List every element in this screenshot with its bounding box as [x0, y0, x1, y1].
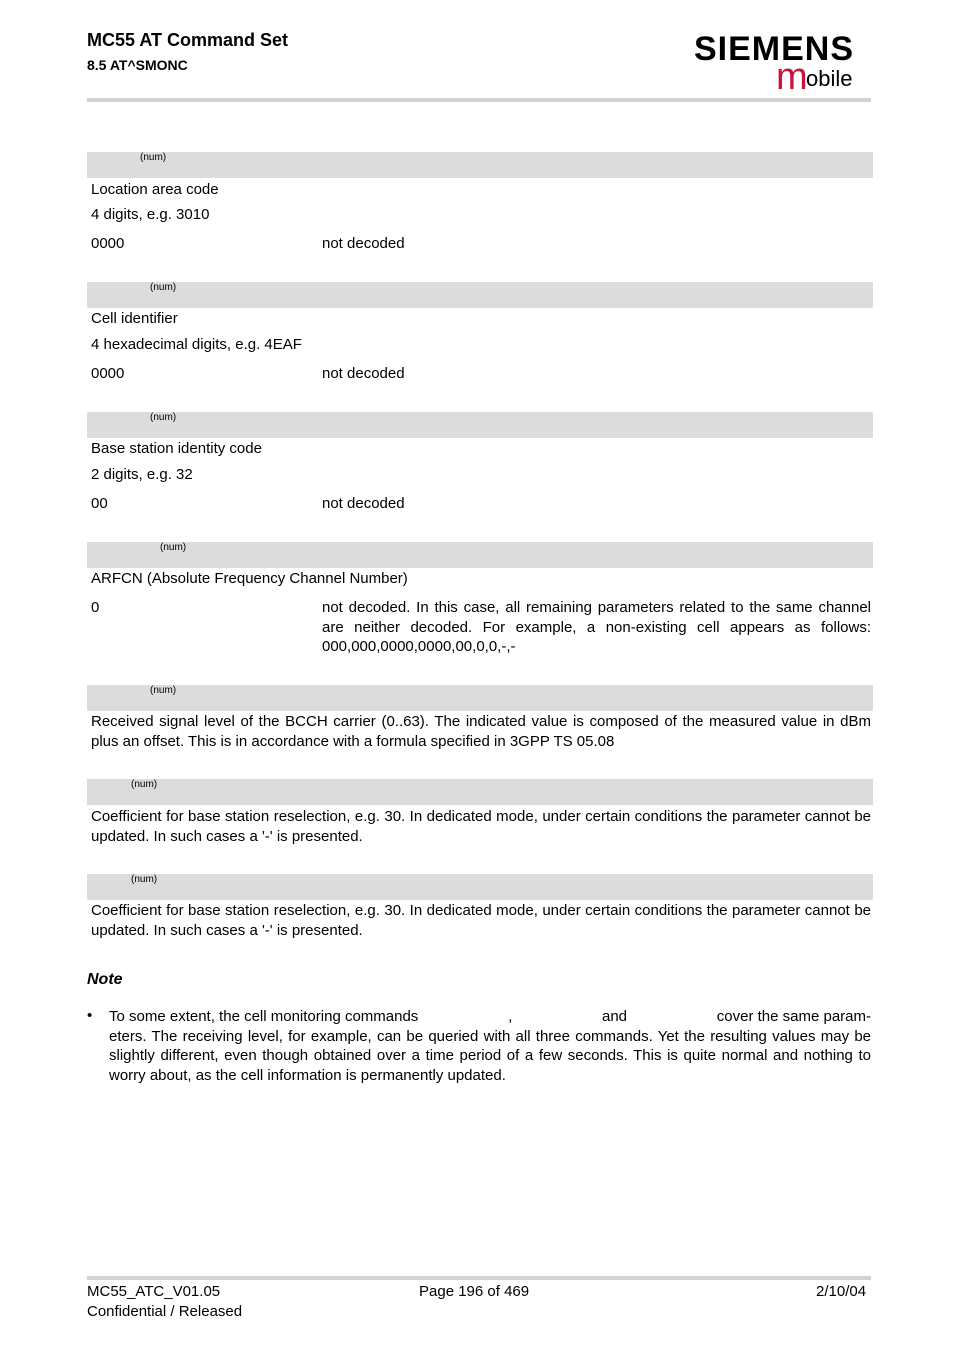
- note-heading: Note: [87, 971, 123, 988]
- note-text: cover the same param-: [716, 1008, 871, 1025]
- param-description: Coefficient for base station reselection, e.g. 30. In dedicated mode, under certain conditions the parameter cannot be updated. In such cases a '-' is presented.: [91, 808, 871, 845]
- footer-page-number: Page 196 of 469: [419, 1283, 530, 1300]
- logo-m-glyph: m: [776, 56, 808, 98]
- footer-date: 2/10/04: [816, 1283, 867, 1300]
- param-value-description: not decoded: [322, 365, 405, 382]
- logo-wordmark: SIEMENS: [694, 30, 855, 68]
- footer-document-id: MC55_ATC_V01.05: [87, 1283, 221, 1300]
- logo-mobile-text: obile: [806, 66, 853, 91]
- param-value: 0: [91, 599, 100, 616]
- param-description: Coefficient for base station reselection, e.g. 30. In dedicated mode, under certain conditions the parameter cannot be updated. In such cases a '-' is presented.: [91, 902, 871, 939]
- param-header-band: [87, 685, 873, 711]
- param-description: Base station identity code: [91, 440, 262, 457]
- param-type-tag: (num): [140, 152, 167, 163]
- param-header-band: [87, 874, 873, 900]
- note-separator: ,: [508, 1008, 513, 1025]
- param-header-band: [87, 412, 873, 438]
- param-header-band: [87, 779, 873, 805]
- param-value-description: not decoded: [322, 235, 405, 252]
- param-header-band: [87, 542, 873, 568]
- param-type-tag: (num): [131, 874, 158, 885]
- header-rule: [87, 98, 871, 102]
- param-type-tag: (num): [150, 282, 177, 293]
- note-separator: and: [601, 1008, 628, 1025]
- param-format: 4 digits, e.g. 3010: [91, 206, 210, 223]
- bullet-marker: •: [87, 1007, 93, 1024]
- param-type-tag: (num): [160, 542, 187, 553]
- footer-rule: [87, 1276, 871, 1280]
- param-type-tag: (num): [150, 412, 177, 423]
- param-value: 0000: [91, 365, 125, 382]
- param-description: Cell identifier: [91, 310, 178, 327]
- section-title: 8.5 AT^SMONC: [87, 57, 188, 73]
- param-value: 00: [91, 495, 108, 512]
- param-header-band: [87, 152, 873, 178]
- param-format: 4 hexadecimal digits, e.g. 4EAF: [91, 336, 302, 353]
- document-title: MC55 AT Command Set: [87, 30, 289, 50]
- footer-status: Confidential / Released: [87, 1303, 243, 1320]
- param-type-tag: (num): [131, 779, 158, 790]
- param-value-description: not decoded: [322, 495, 405, 512]
- note-paragraph: [109, 1007, 871, 1085]
- param-value: 0000: [91, 235, 125, 252]
- note-text: To some extent, the cell monitoring commands: [109, 1008, 419, 1025]
- param-description: ARFCN (Absolute Frequency Channel Number): [91, 570, 408, 587]
- param-format: 2 digits, e.g. 32: [91, 466, 193, 483]
- note-text: eters. The receiving level, for example, can be queried with all three commands. Yet the resulting values may be slightly different, even though obtained over a time period of a few seconds. This is quite normal and nothing to worry about, as the cell information is permanently updated.: [109, 1027, 871, 1084]
- param-value-description: not decoded. In this case, all remaining parameters related to the same channel are neither decoded. For example, a non-existing cell appears as follows: 000,000,0000,0000,00,0,0,-,-: [322, 599, 871, 656]
- param-type-tag: (num): [150, 685, 177, 696]
- param-header-band: [87, 282, 873, 308]
- param-description: Received signal level of the BCCH carrier (0..63). The indicated value is composed of the measured value in dBm plus an offset. This is in accordance with a formula specified in 3GPP TS 05.08: [91, 713, 871, 750]
- param-description: Location area code: [91, 181, 219, 198]
